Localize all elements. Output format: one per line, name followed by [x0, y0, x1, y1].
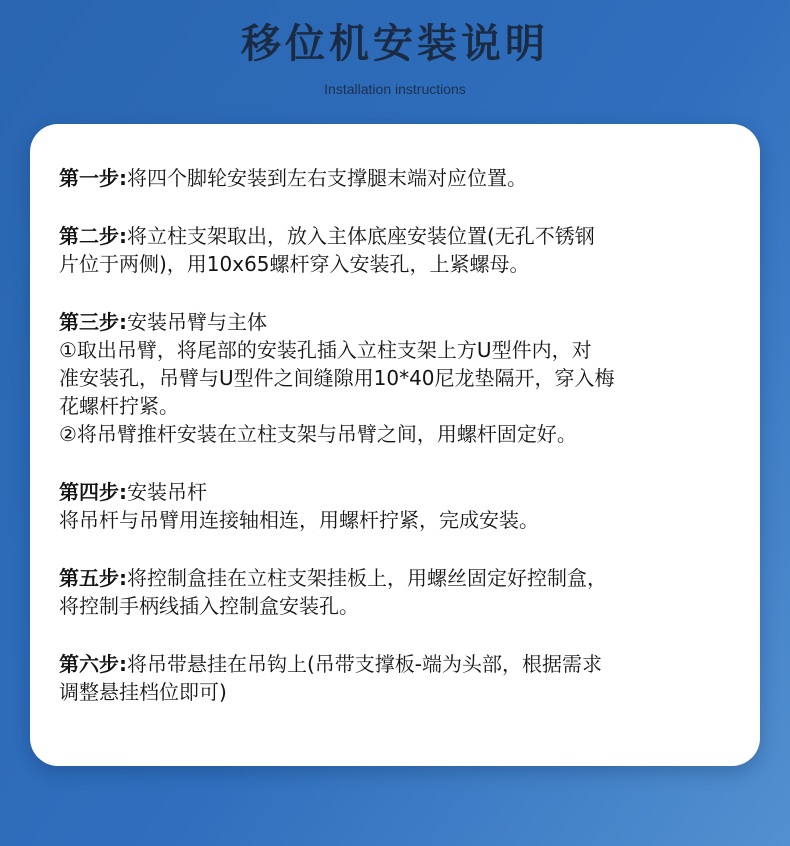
step-text: 将立柱支架取出，放入主体底座安装位置(无孔不锈钢	[127, 224, 595, 248]
step-text: ①取出吊臂，将尾部的安装孔插入立柱支架上方U型件内，对	[59, 338, 592, 362]
page-subtitle: Installation instructions	[324, 81, 466, 97]
step-label: 第四步:	[59, 480, 127, 504]
step-line	[59, 164, 749, 192]
step-text: 花螺杆拧紧。	[59, 394, 179, 418]
step-text: 将控制盒挂在立柱支架挂板上，用螺丝固定好控制盒，	[127, 566, 607, 590]
header	[0, 0, 790, 120]
step-5	[59, 564, 749, 620]
page-title: 移位机安装说明	[241, 21, 549, 67]
step-text: 将控制手柄线插入控制盒安装孔。	[59, 594, 359, 618]
steps-list	[59, 164, 749, 736]
step-label: 第三步:	[59, 310, 127, 334]
step-3	[59, 308, 749, 448]
step-6	[59, 650, 749, 706]
step-line	[59, 478, 749, 506]
step-line	[59, 222, 749, 250]
step-line	[59, 650, 749, 678]
step-text: 安装吊杆	[127, 480, 207, 504]
step-label: 第一步:	[59, 166, 127, 190]
step-text: 将吊杆与吊臂用连接轴相连，用螺杆拧紧，完成安装。	[59, 508, 539, 532]
step-1	[59, 164, 749, 192]
step-text: 准安装孔，吊臂与U型件之间缝隙用10*40尼龙垫隔开，穿入梅	[59, 366, 615, 390]
step-label: 第二步:	[59, 224, 127, 248]
step-text: ②将吊臂推杆安装在立柱支架与吊臂之间，用螺杆固定好。	[59, 422, 577, 446]
step-4	[59, 478, 749, 534]
step-text: 片位于两侧)，用10x65螺杆穿入安装孔，上紧螺母。	[59, 252, 530, 276]
step-label: 第六步:	[59, 652, 127, 676]
step-text: 将吊带悬挂在吊钩上(吊带支撑板-端为头部，根据需求	[127, 652, 603, 676]
step-text: 安装吊臂与主体	[127, 310, 267, 334]
instructions-card	[30, 124, 760, 766]
step-label: 第五步:	[59, 566, 127, 590]
step-text: 将四个脚轮安装到左右支撑腿末端对应位置。	[127, 166, 527, 190]
step-2	[59, 222, 749, 278]
step-line	[59, 308, 749, 336]
step-line	[59, 564, 749, 592]
step-text: 调整悬挂档位即可)	[59, 680, 227, 704]
